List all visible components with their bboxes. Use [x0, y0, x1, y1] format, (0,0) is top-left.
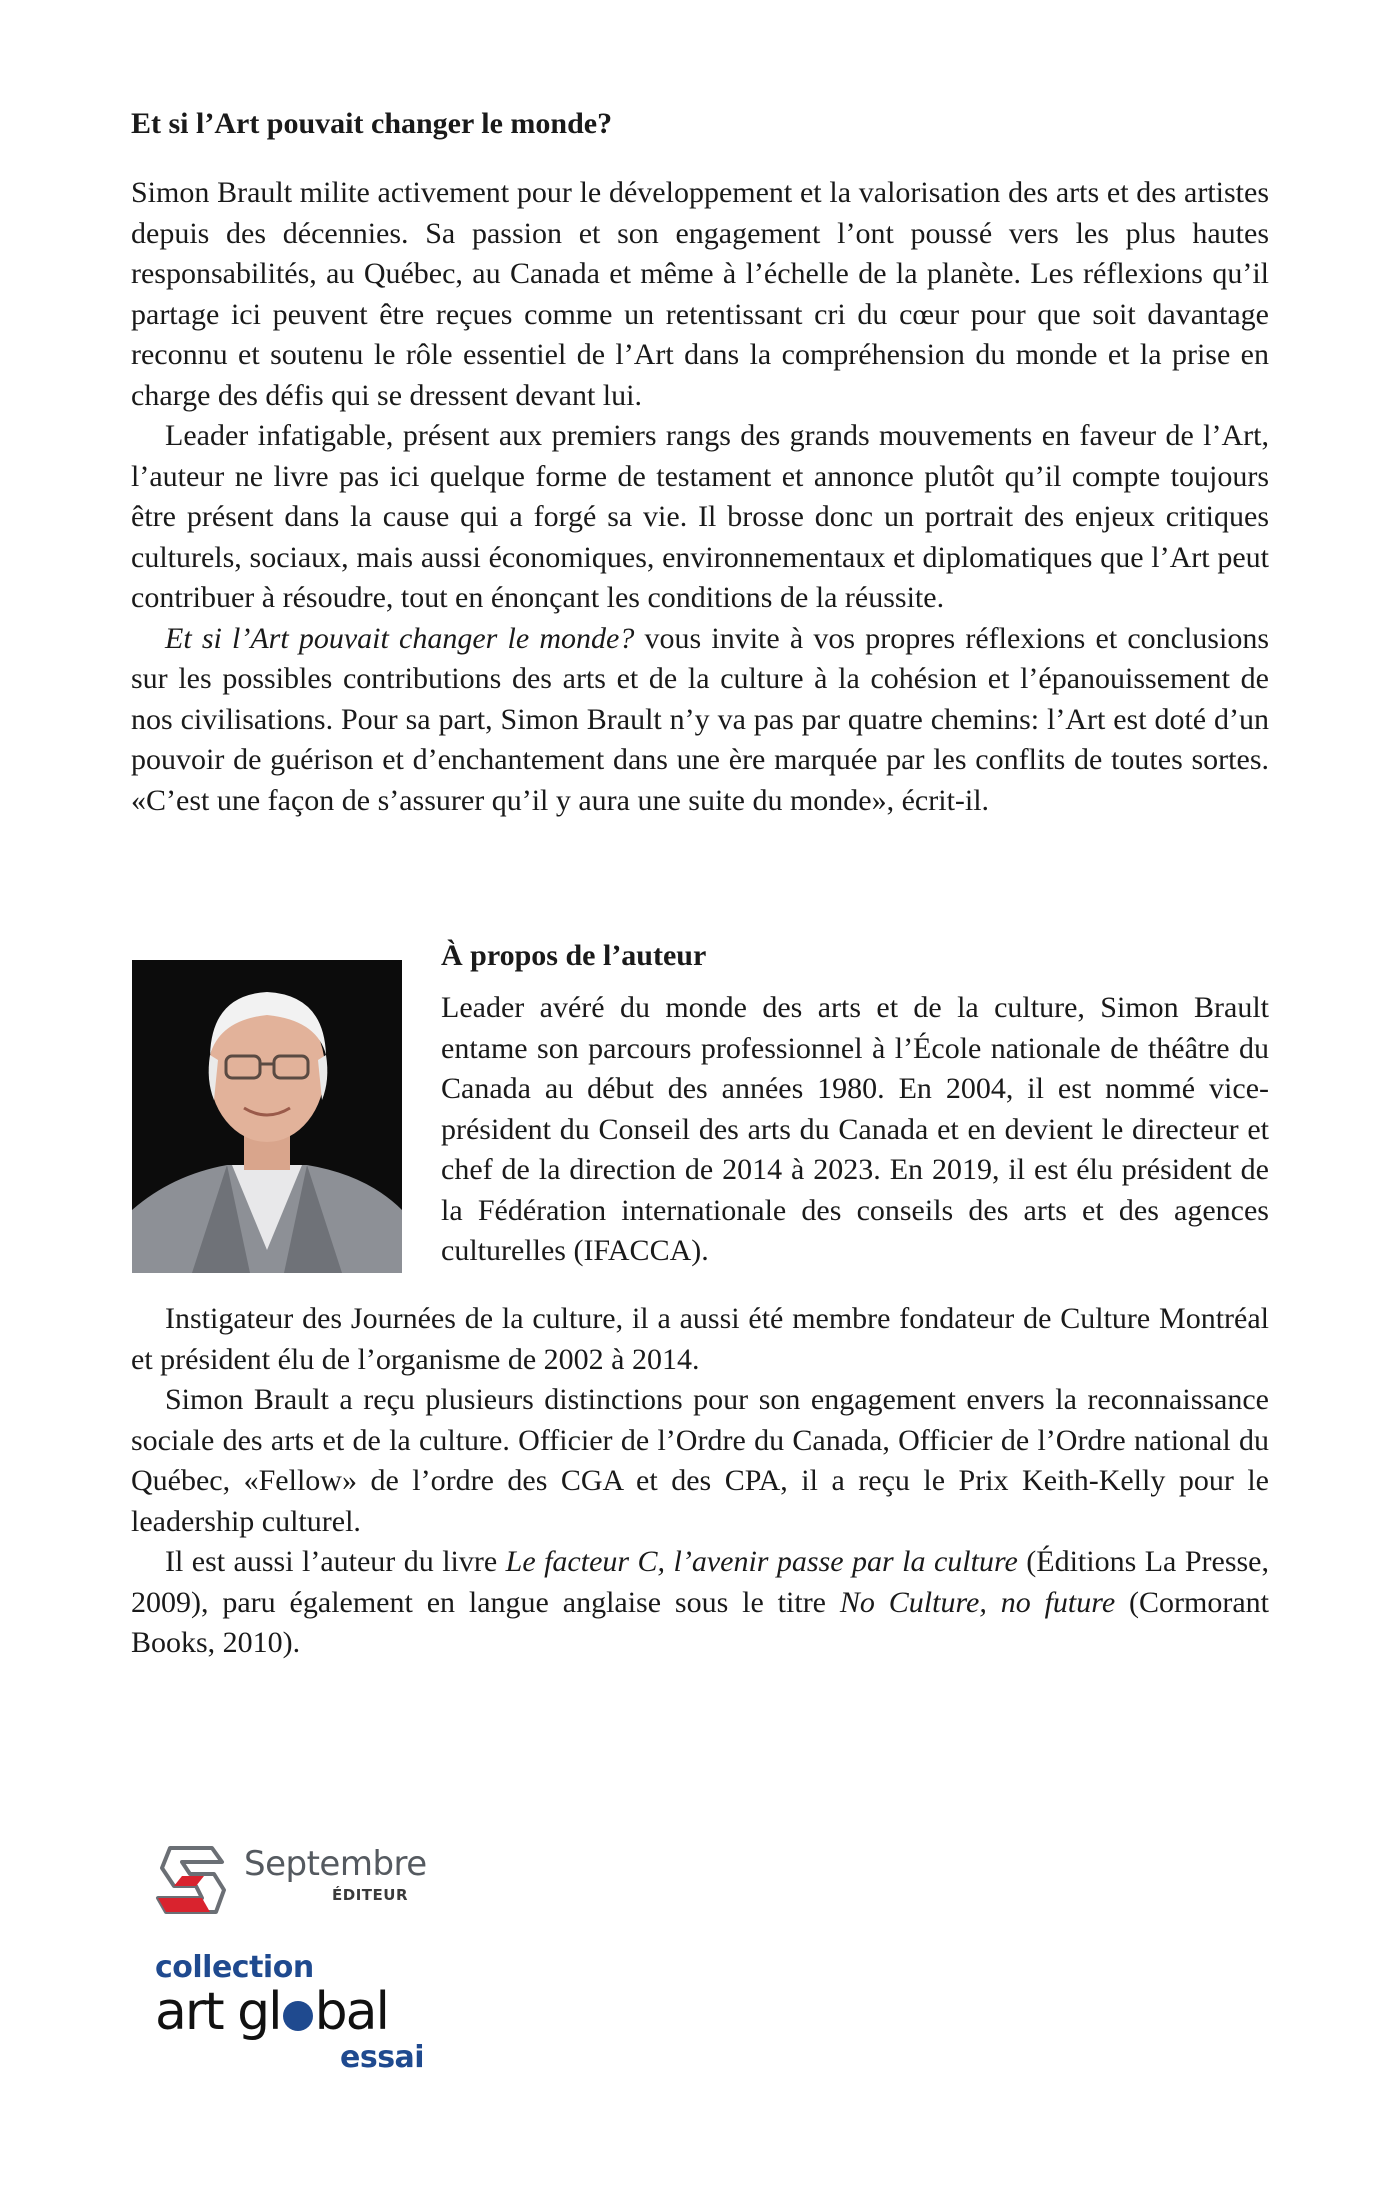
about-author-continued: [131, 1299, 1269, 1664]
collection-logo: [155, 1950, 455, 2075]
author-photo: [132, 960, 402, 1273]
collection-genre: essai: [340, 2040, 425, 2075]
about-author-heading: À propos de l’auteur: [441, 939, 707, 972]
p4-text-c: (Cormorant Books, 2010).: [131, 1585, 1269, 1659]
book-title-italic: Et si l’Art pouvait changer le monde?: [165, 621, 635, 655]
collection-name-part-1: art gl: [155, 1982, 281, 2042]
description-paragraph-3-text: vous invite à vos propres réflexions et conclusions sur les possibles contributions des arts et de la culture à la cohésion et l’épanouissement de nos civilisations. Pour sa part, Simon Brault n’y va pas par quatre chemins: l’Art est doté d’un pouvoir de guérison et d’enchantement dans une ère marquée par les conflits de toutes sortes. «C’est une façon de s’assurer qu’il y aura une suite du monde», écrit-il.: [131, 621, 1269, 817]
publisher-name: Septembre: [244, 1844, 427, 1884]
about-author-paragraph-4: [131, 1542, 1269, 1664]
p4-text-a: Il est aussi l’auteur du livre: [165, 1545, 506, 1578]
collection-name-part-2: bal: [314, 1982, 388, 2042]
septembre-s-icon: [152, 1840, 232, 1920]
book-title-le-facteur-c: Le facteur C, l’avenir passe par la culture: [505, 1545, 1018, 1578]
publisher-logo: [152, 1840, 452, 1920]
p4-text-b: (Éditions La Presse, 2009), paru également en langue anglaise sous le titre: [131, 1545, 1269, 1619]
about-author-block: [441, 936, 1269, 1272]
author-portrait-illustration: [132, 960, 402, 1273]
description-block: [131, 173, 1269, 821]
book-title-no-culture: No Culture, no future: [839, 1585, 1116, 1619]
book-title: Et si l’Art pouvait changer le monde?: [131, 107, 613, 140]
description-paragraph-3: [131, 619, 1269, 822]
about-author-intro: Leader avéré du monde des arts et de la culture, Simon Brault entame son parcours professionnel à l’École nationale de théâtre du Canada au début des années 1980. En 2004, il est nommé vice-président du Conseil des arts du Canada et en devient le directeur et chef de la direction de 2014 à 2023. En 2019, il est élu président de la Fédération internationale des conseils des arts et des agences culturelles (IFACCA).: [441, 991, 1269, 1267]
blue-dot-icon: [283, 2001, 313, 2031]
about-author-paragraph-2: Instigateur des Journées de la culture, il a aussi été membre fondateur de Culture Montréal et président élu de l’organisme de 2002 à 2014.: [131, 1302, 1269, 1376]
description-paragraph-2: Leader infatigable, présent aux premiers rangs des grands mouvements en faveur de l’Art, l’auteur ne livre pas ici quelque forme de testament et annonce plutôt qu’il compte toujours être présent dans la cause qui a forgé sa vie. Il brosse donc un portrait des enjeux critiques culturels, sociaux, mais aussi économiques, environnementaux et diplomatiques que l’Art peut contribuer à résoudre, tout en énonçant les conditions de la réussite.: [131, 419, 1269, 614]
collection-label: collection: [155, 1950, 314, 1985]
collection-name: [155, 1982, 388, 2042]
about-author-paragraph-3: Simon Brault a reçu plusieurs distinctions pour son engagement envers la reconnaissance sociale des arts et de la culture. Officier de l’Ordre du Canada, Officier de l’Ordre national du Québec, «Fellow» de l’ordre des CGA et des CPA, il a reçu le Prix Keith-Kelly pour le leadership culturel.: [131, 1383, 1269, 1538]
publisher-subtitle: ÉDITEUR: [332, 1886, 408, 1904]
description-paragraph-1: Simon Brault milite activement pour le développement et la valorisation des arts et des artistes depuis des décennies. Sa passion et son engagement l’ont poussé vers les plus hautes responsabilités, au Québec, au Canada et même à l’échelle de la planète. Les réflexions qu’il partage ici peuvent être reçues comme un retentissant cri du cœur pour que soit davantage reconnu et soutenu le rôle essentiel de l’Art dans la compréhension du monde et la prise en charge des défis qui se dressent devant lui.: [131, 176, 1269, 412]
